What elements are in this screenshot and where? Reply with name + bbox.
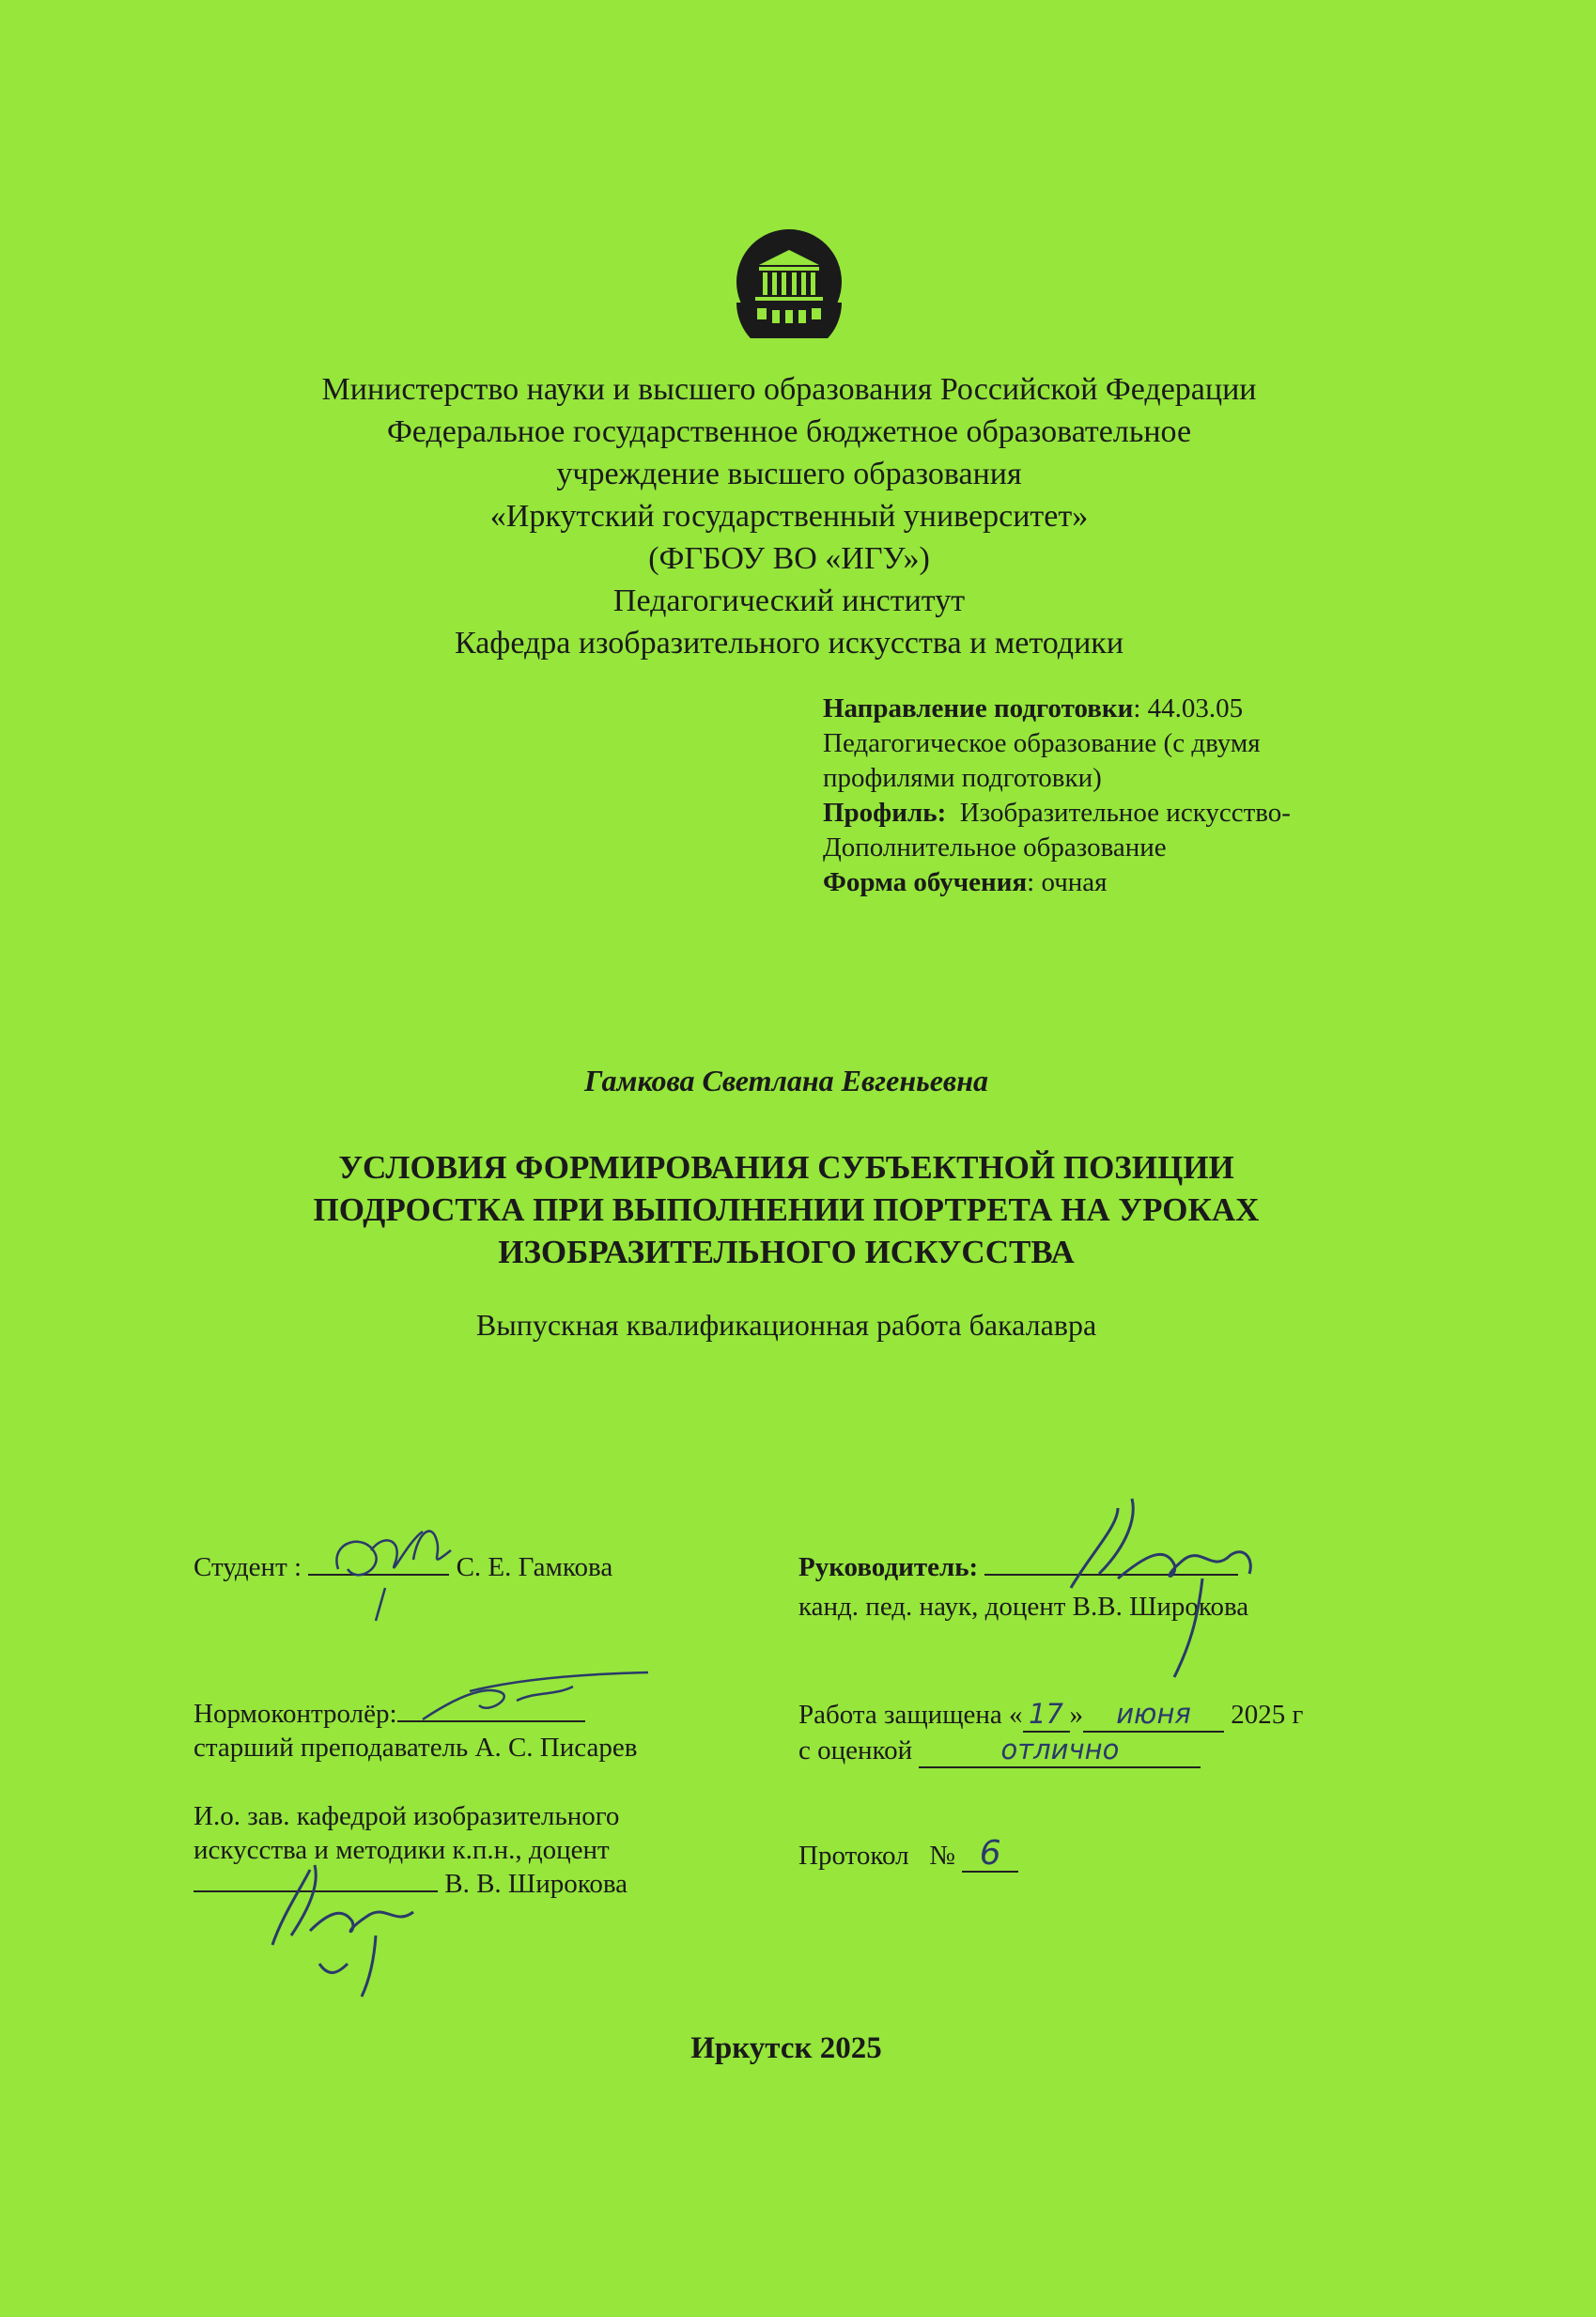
protocol-label: Протокол №: [798, 1841, 955, 1871]
title-line: ИЗОБРАЗИТЕЛЬНОГО ИСКУССТВА: [498, 1234, 1075, 1270]
profile-line: [823, 796, 1480, 831]
defense-day: 17: [1023, 1697, 1070, 1733]
profile-line-2: Дополнительное образование: [823, 832, 1167, 863]
normcontrol-line-2: старший преподаватель А. С. Писарев: [194, 1733, 638, 1763]
head-line-2: искусства и методики к.п.н., доцент: [194, 1835, 610, 1865]
institution-header: [0, 368, 1578, 664]
student-signature: [319, 1503, 479, 1625]
city-year: Иркутск 2025: [690, 2031, 882, 2065]
form-line: [823, 865, 1480, 900]
header-line: Кафедра изобразительного искусства и методики: [454, 626, 1124, 661]
university-logo: [733, 225, 845, 338]
supervisor-signature: [1061, 1489, 1268, 1687]
head-name: В. В. Широкова: [444, 1869, 628, 1899]
protocol-block: [798, 1834, 1018, 1873]
header-line: Федеральное государственное бюджетное образовательное: [386, 414, 1192, 449]
header-line: учреждение высшего образования: [556, 457, 1022, 491]
title-line: ПОДРОСТКА ПРИ ВЫПОЛНЕНИИ ПОРТРЕТА НА УРОКАХ: [313, 1191, 1260, 1228]
header-line: «Иркутский государственный университет»: [489, 499, 1089, 534]
title-line: УСЛОВИЯ ФОРМИРОВАНИЯ СУБЪЕКТНОЙ ПОЗИЦИИ: [338, 1149, 1234, 1186]
thesis-title: [0, 1146, 1573, 1273]
direction-line-2: Педагогическое образование (с двумя: [823, 728, 1261, 758]
header-line: Педагогический институт: [612, 583, 966, 618]
direction-value: : 44.03.05: [1133, 693, 1244, 723]
defense-line: [798, 1697, 1303, 1733]
header-line: Министерство науки и высшего образования Российской Федерации: [321, 372, 1257, 407]
normcontrol-signature: [413, 1663, 658, 1729]
student-label: Студент :: [194, 1552, 302, 1582]
supervisor-label: Руководитель:: [798, 1552, 979, 1582]
supervisor-line-2: канд. пед. наук, доцент В.В. Широкова: [798, 1592, 1249, 1622]
form-label: Форма обучения: [823, 867, 1028, 897]
protocol-number: 6: [962, 1837, 1018, 1873]
defense-month: июня: [1083, 1697, 1224, 1733]
author-name: Гамкова Светлана Евгеньевна: [584, 1064, 988, 1097]
student-name: С. Е. Гамкова: [456, 1552, 613, 1582]
study-details: [823, 692, 1480, 900]
head-line-1: И.о. зав. кафедрой изобразительного: [194, 1801, 620, 1831]
defense-year: 2025 г: [1224, 1700, 1304, 1730]
direction-line: [823, 692, 1480, 726]
head-signature: [263, 1832, 451, 2001]
direction-line-3: профилями подготовки): [823, 763, 1102, 793]
direction-label: Направление подготовки: [823, 693, 1134, 723]
grade-label: с оценкой: [798, 1735, 913, 1765]
profile-label: Профиль:: [823, 798, 947, 828]
profile-value: Изобразительное искусство-: [946, 798, 1291, 828]
work-type: Выпускная квалификационная работа бакалавра: [475, 1308, 1097, 1342]
normcontrol-label: Нормоконтролёр:: [194, 1699, 397, 1729]
grade-value: отлично: [919, 1733, 1201, 1768]
defense-mid: »: [1069, 1700, 1084, 1730]
header-line: (ФГБОУ ВО «ИГУ»): [648, 541, 930, 576]
form-value: : очная: [1027, 867, 1108, 897]
defense-block: [798, 1697, 1303, 1768]
defense-prefix: Работа защищена «: [798, 1700, 1023, 1730]
grade-line: [798, 1733, 1303, 1768]
